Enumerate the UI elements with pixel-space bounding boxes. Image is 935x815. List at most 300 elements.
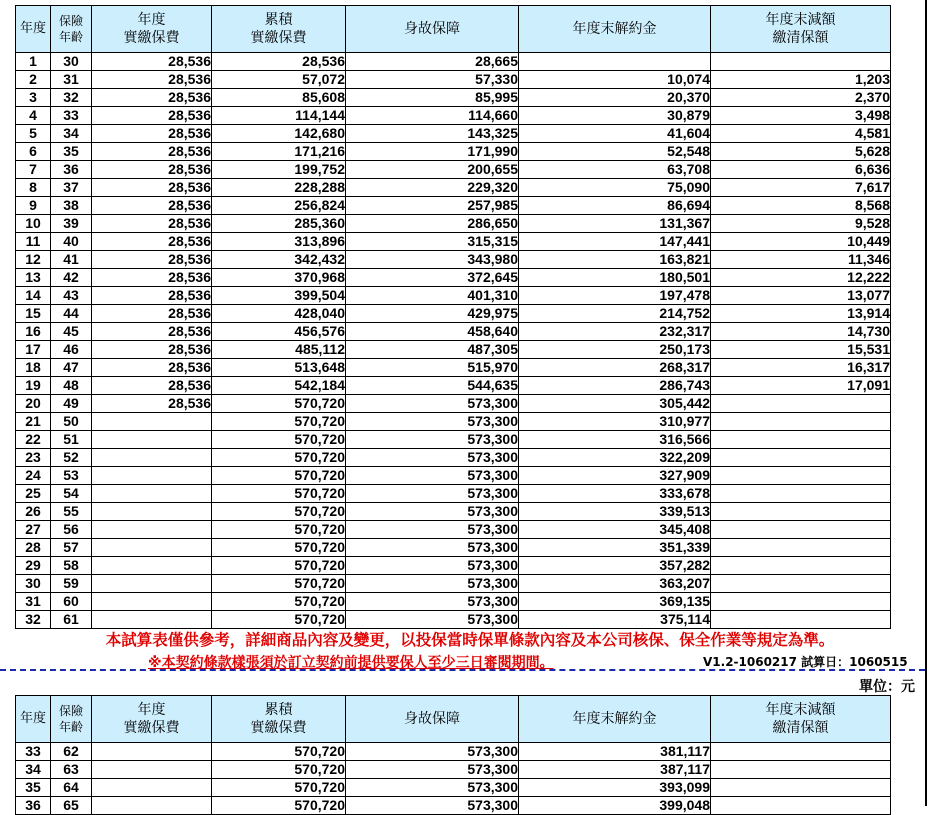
cell-year: 23 (16, 449, 51, 467)
cell-age: 40 (51, 233, 92, 251)
table-row (16, 287, 891, 305)
cell-cumulative-premium: 428,040 (212, 305, 346, 323)
cell-death-benefit: 573,300 (346, 797, 519, 815)
version-and-calc-date: V1.2-1060217 試算日：1060515 (703, 655, 908, 669)
cell-death-benefit: 200,655 (346, 161, 519, 179)
cell-cumulative-premium: 570,720 (212, 485, 346, 503)
col-year-header: 年度 (16, 6, 51, 53)
cell-year: 12 (16, 251, 51, 269)
table-row (16, 593, 891, 611)
cell-reduced-paidup (711, 53, 891, 71)
cell-death-benefit: 28,665 (346, 53, 519, 71)
table-row (16, 611, 891, 629)
cell-year: 34 (16, 761, 51, 779)
cell-death-benefit: 257,985 (346, 197, 519, 215)
cell-reduced-paidup: 16,317 (711, 359, 891, 377)
cell-year: 32 (16, 611, 51, 629)
cell-surrender-value: 327,909 (519, 467, 711, 485)
cell-annual-premium: 28,536 (92, 107, 212, 125)
cell-surrender-value: 316,566 (519, 431, 711, 449)
cell-death-benefit: 573,300 (346, 449, 519, 467)
cell-annual-premium (92, 593, 212, 611)
cell-surrender-value: 131,367 (519, 215, 711, 233)
cell-age: 44 (51, 305, 92, 323)
cell-age: 51 (51, 431, 92, 449)
cell-year: 25 (16, 485, 51, 503)
cell-age: 35 (51, 143, 92, 161)
cell-annual-premium (92, 611, 212, 629)
cell-death-benefit: 372,645 (346, 269, 519, 287)
table-row (16, 341, 891, 359)
cell-reduced-paidup (711, 521, 891, 539)
col-cumulative-premium-header: 累積 實繳保費 (212, 696, 346, 743)
cell-cumulative-premium: 570,720 (212, 743, 346, 761)
cell-reduced-paidup (711, 431, 891, 449)
cell-reduced-paidup (711, 449, 891, 467)
cell-age: 64 (51, 779, 92, 797)
cell-reduced-paidup: 10,449 (711, 233, 891, 251)
disclaimer-note: 本試算表僅供參考，詳細商品內容及變更，以投保當時保單條款內容及本公司核保、保全作業等規定為準。 (105, 631, 835, 649)
cell-year: 13 (16, 269, 51, 287)
cell-surrender-value: 20,370 (519, 89, 711, 107)
cell-year: 11 (16, 233, 51, 251)
table-row (16, 359, 891, 377)
cell-age: 31 (51, 71, 92, 89)
cell-death-benefit: 573,300 (346, 761, 519, 779)
cell-cumulative-premium: 399,504 (212, 287, 346, 305)
cell-annual-premium: 28,536 (92, 287, 212, 305)
cell-annual-premium: 28,536 (92, 179, 212, 197)
cell-surrender-value: 357,282 (519, 557, 711, 575)
cell-death-benefit: 573,300 (346, 467, 519, 485)
cell-surrender-value: 345,408 (519, 521, 711, 539)
cell-reduced-paidup: 5,628 (711, 143, 891, 161)
cell-age: 65 (51, 797, 92, 815)
cell-cumulative-premium: 570,720 (212, 395, 346, 413)
table-row (16, 305, 891, 323)
cell-surrender-value: 375,114 (519, 611, 711, 629)
cell-cumulative-premium: 513,648 (212, 359, 346, 377)
cell-cumulative-premium: 370,968 (212, 269, 346, 287)
cell-year: 4 (16, 107, 51, 125)
cell-surrender-value: 180,501 (519, 269, 711, 287)
cell-annual-premium: 28,536 (92, 71, 212, 89)
table-row (16, 467, 891, 485)
cell-annual-premium: 28,536 (92, 305, 212, 323)
cell-annual-premium (92, 575, 212, 593)
cell-reduced-paidup: 11,346 (711, 251, 891, 269)
cell-surrender-value: 387,117 (519, 761, 711, 779)
col-surrender-value-header: 年度末解約金 (519, 6, 711, 53)
cell-reduced-paidup: 3,498 (711, 107, 891, 125)
table-row (16, 503, 891, 521)
cell-death-benefit: 487,305 (346, 341, 519, 359)
cell-annual-premium: 28,536 (92, 125, 212, 143)
table-row (16, 539, 891, 557)
cell-death-benefit: 573,300 (346, 521, 519, 539)
benefit-table-page1 (15, 5, 891, 629)
cell-surrender-value: 86,694 (519, 197, 711, 215)
cell-annual-premium (92, 503, 212, 521)
cell-death-benefit: 573,300 (346, 557, 519, 575)
cell-surrender-value: 310,977 (519, 413, 711, 431)
cell-year: 21 (16, 413, 51, 431)
cell-age: 38 (51, 197, 92, 215)
cell-death-benefit: 85,995 (346, 89, 519, 107)
cell-year: 27 (16, 521, 51, 539)
cell-death-benefit: 143,325 (346, 125, 519, 143)
cell-annual-premium: 28,536 (92, 143, 212, 161)
cell-surrender-value: 399,048 (519, 797, 711, 815)
cell-cumulative-premium: 570,720 (212, 449, 346, 467)
col-cumulative-premium-header: 累積 實繳保費 (212, 6, 346, 53)
cell-reduced-paidup: 13,077 (711, 287, 891, 305)
contract-review-notice: ※本契約條款樣張須於訂立契約前提供要保人至少三日審閱期間。 (148, 655, 554, 671)
cell-age: 47 (51, 359, 92, 377)
cell-reduced-paidup (711, 485, 891, 503)
cell-reduced-paidup: 7,617 (711, 179, 891, 197)
cell-surrender-value: 147,441 (519, 233, 711, 251)
cell-cumulative-premium: 570,720 (212, 611, 346, 629)
cell-reduced-paidup (711, 761, 891, 779)
cell-cumulative-premium: 570,720 (212, 761, 346, 779)
table-row (16, 71, 891, 89)
cell-reduced-paidup (711, 611, 891, 629)
cell-annual-premium: 28,536 (92, 341, 212, 359)
cell-age: 30 (51, 53, 92, 71)
cell-reduced-paidup: 6,636 (711, 161, 891, 179)
col-death-benefit-header: 身故保障 (346, 6, 519, 53)
col-age-header: 保險 年齡 (51, 696, 92, 743)
cell-death-benefit: 286,650 (346, 215, 519, 233)
cell-age: 32 (51, 89, 92, 107)
cell-cumulative-premium: 114,144 (212, 107, 346, 125)
cell-surrender-value: 232,317 (519, 323, 711, 341)
cell-cumulative-premium: 342,432 (212, 251, 346, 269)
table-row (16, 215, 891, 233)
cell-year: 26 (16, 503, 51, 521)
cell-reduced-paidup (711, 503, 891, 521)
cell-annual-premium: 28,536 (92, 233, 212, 251)
cell-age: 34 (51, 125, 92, 143)
cell-age: 33 (51, 107, 92, 125)
cell-reduced-paidup: 1,203 (711, 71, 891, 89)
cell-reduced-paidup: 12,222 (711, 269, 891, 287)
cell-year: 10 (16, 215, 51, 233)
cell-year: 22 (16, 431, 51, 449)
col-reduced-paidup-header: 年度末減額 繳清保額 (711, 696, 891, 743)
cell-death-benefit: 171,990 (346, 143, 519, 161)
cell-age: 50 (51, 413, 92, 431)
cell-surrender-value: 10,074 (519, 71, 711, 89)
cell-reduced-paidup (711, 395, 891, 413)
cell-age: 36 (51, 161, 92, 179)
cell-year: 29 (16, 557, 51, 575)
cell-age: 46 (51, 341, 92, 359)
cell-reduced-paidup (711, 467, 891, 485)
table-row (16, 413, 891, 431)
cell-surrender-value: 286,743 (519, 377, 711, 395)
cell-surrender-value: 381,117 (519, 743, 711, 761)
cell-death-benefit: 429,975 (346, 305, 519, 323)
cell-annual-premium: 28,536 (92, 89, 212, 107)
table-row (16, 89, 891, 107)
table-row (16, 449, 891, 467)
cell-age: 54 (51, 485, 92, 503)
table-row (16, 743, 891, 761)
cell-year: 33 (16, 743, 51, 761)
cell-age: 58 (51, 557, 92, 575)
cell-age: 61 (51, 611, 92, 629)
table-row (16, 197, 891, 215)
cell-death-benefit: 343,980 (346, 251, 519, 269)
cell-year: 6 (16, 143, 51, 161)
table-row (16, 251, 891, 269)
cell-cumulative-premium: 570,720 (212, 797, 346, 815)
cell-surrender-value: 305,442 (519, 395, 711, 413)
cell-annual-premium: 28,536 (92, 251, 212, 269)
cell-cumulative-premium: 456,576 (212, 323, 346, 341)
cell-cumulative-premium: 570,720 (212, 779, 346, 797)
cell-death-benefit: 544,635 (346, 377, 519, 395)
cell-age: 53 (51, 467, 92, 485)
cell-death-benefit: 515,970 (346, 359, 519, 377)
cell-annual-premium (92, 539, 212, 557)
cell-age: 49 (51, 395, 92, 413)
cell-surrender-value: 52,548 (519, 143, 711, 161)
cell-age: 63 (51, 761, 92, 779)
cell-surrender-value: 214,752 (519, 305, 711, 323)
cell-annual-premium (92, 557, 212, 575)
cell-surrender-value: 268,317 (519, 359, 711, 377)
cell-age: 57 (51, 539, 92, 557)
cell-year: 14 (16, 287, 51, 305)
cell-surrender-value: 197,478 (519, 287, 711, 305)
cell-age: 62 (51, 743, 92, 761)
cell-cumulative-premium: 142,680 (212, 125, 346, 143)
table-row (16, 485, 891, 503)
cell-year: 16 (16, 323, 51, 341)
cell-annual-premium: 28,536 (92, 323, 212, 341)
cell-year: 19 (16, 377, 51, 395)
cell-year: 3 (16, 89, 51, 107)
cell-cumulative-premium: 570,720 (212, 431, 346, 449)
table-row (16, 179, 891, 197)
cell-death-benefit: 573,300 (346, 485, 519, 503)
unit-label: 單位：元 (859, 679, 915, 695)
cell-cumulative-premium: 570,720 (212, 539, 346, 557)
cell-death-benefit: 573,300 (346, 593, 519, 611)
cell-cumulative-premium: 570,720 (212, 593, 346, 611)
cell-cumulative-premium: 171,216 (212, 143, 346, 161)
cell-reduced-paidup: 17,091 (711, 377, 891, 395)
cell-surrender-value: 163,821 (519, 251, 711, 269)
page-break-divider (0, 669, 925, 671)
cell-year: 1 (16, 53, 51, 71)
table-row (16, 395, 891, 413)
cell-annual-premium (92, 743, 212, 761)
table-header-row (16, 696, 891, 743)
cell-reduced-paidup: 2,370 (711, 89, 891, 107)
cell-cumulative-premium: 485,112 (212, 341, 346, 359)
table-body-page1 (16, 53, 891, 629)
table-row (16, 53, 891, 71)
page-right-border (925, 0, 927, 806)
benefit-table-page2 (15, 695, 891, 815)
cell-death-benefit: 229,320 (346, 179, 519, 197)
cell-year: 30 (16, 575, 51, 593)
table-row (16, 521, 891, 539)
cell-annual-premium: 28,536 (92, 359, 212, 377)
cell-surrender-value: 322,209 (519, 449, 711, 467)
cell-year: 28 (16, 539, 51, 557)
cell-annual-premium: 28,536 (92, 395, 212, 413)
cell-death-benefit: 114,660 (346, 107, 519, 125)
cell-surrender-value: 363,207 (519, 575, 711, 593)
cell-annual-premium (92, 449, 212, 467)
col-annual-premium-header: 年度 實繳保費 (92, 6, 212, 53)
cell-annual-premium (92, 485, 212, 503)
table-row (16, 323, 891, 341)
table-row (16, 233, 891, 251)
col-reduced-paidup-header: 年度末減額 繳清保額 (711, 6, 891, 53)
cell-year: 17 (16, 341, 51, 359)
cell-death-benefit: 573,300 (346, 575, 519, 593)
cell-cumulative-premium: 313,896 (212, 233, 346, 251)
cell-age: 37 (51, 179, 92, 197)
cell-reduced-paidup: 15,531 (711, 341, 891, 359)
table-row (16, 125, 891, 143)
cell-cumulative-premium: 570,720 (212, 413, 346, 431)
table-row (16, 779, 891, 797)
cell-surrender-value: 75,090 (519, 179, 711, 197)
cell-year: 15 (16, 305, 51, 323)
cell-death-benefit: 573,300 (346, 743, 519, 761)
cell-age: 60 (51, 593, 92, 611)
cell-death-benefit: 57,330 (346, 71, 519, 89)
cell-surrender-value: 63,708 (519, 161, 711, 179)
cell-reduced-paidup: 14,730 (711, 323, 891, 341)
cell-surrender-value (519, 53, 711, 71)
cell-reduced-paidup (711, 413, 891, 431)
cell-year: 7 (16, 161, 51, 179)
cell-reduced-paidup (711, 779, 891, 797)
cell-cumulative-premium: 570,720 (212, 503, 346, 521)
cell-annual-premium (92, 431, 212, 449)
cell-year: 8 (16, 179, 51, 197)
col-age-header: 保險 年齡 (51, 6, 92, 53)
cell-reduced-paidup: 8,568 (711, 197, 891, 215)
cell-death-benefit: 573,300 (346, 539, 519, 557)
cell-reduced-paidup: 9,528 (711, 215, 891, 233)
cell-year: 9 (16, 197, 51, 215)
cell-annual-premium: 28,536 (92, 161, 212, 179)
cell-annual-premium (92, 779, 212, 797)
table-row (16, 269, 891, 287)
cell-annual-premium: 28,536 (92, 197, 212, 215)
table-row (16, 431, 891, 449)
cell-cumulative-premium: 542,184 (212, 377, 346, 395)
cell-cumulative-premium: 85,608 (212, 89, 346, 107)
cell-annual-premium (92, 467, 212, 485)
cell-annual-premium: 28,536 (92, 53, 212, 71)
cell-age: 43 (51, 287, 92, 305)
cell-year: 35 (16, 779, 51, 797)
cell-death-benefit: 458,640 (346, 323, 519, 341)
cell-annual-premium (92, 761, 212, 779)
cell-cumulative-premium: 570,720 (212, 557, 346, 575)
cell-age: 55 (51, 503, 92, 521)
cell-cumulative-premium: 285,360 (212, 215, 346, 233)
cell-death-benefit: 573,300 (346, 611, 519, 629)
cell-age: 39 (51, 215, 92, 233)
cell-cumulative-premium: 57,072 (212, 71, 346, 89)
table-header-row (16, 6, 891, 53)
cell-surrender-value: 250,173 (519, 341, 711, 359)
cell-surrender-value: 339,513 (519, 503, 711, 521)
table-row (16, 761, 891, 779)
cell-age: 42 (51, 269, 92, 287)
cell-surrender-value: 333,678 (519, 485, 711, 503)
cell-cumulative-premium: 570,720 (212, 521, 346, 539)
cell-death-benefit: 315,315 (346, 233, 519, 251)
cell-death-benefit: 573,300 (346, 431, 519, 449)
cell-year: 20 (16, 395, 51, 413)
cell-annual-premium: 28,536 (92, 215, 212, 233)
table-row (16, 557, 891, 575)
cell-cumulative-premium: 570,720 (212, 467, 346, 485)
cell-annual-premium: 28,536 (92, 377, 212, 395)
cell-reduced-paidup (711, 743, 891, 761)
table-row (16, 107, 891, 125)
cell-annual-premium (92, 521, 212, 539)
cell-surrender-value: 41,604 (519, 125, 711, 143)
cell-year: 5 (16, 125, 51, 143)
cell-year: 36 (16, 797, 51, 815)
col-annual-premium-header: 年度 實繳保費 (92, 696, 212, 743)
cell-age: 56 (51, 521, 92, 539)
cell-reduced-paidup (711, 575, 891, 593)
cell-reduced-paidup: 4,581 (711, 125, 891, 143)
cell-death-benefit: 573,300 (346, 779, 519, 797)
cell-cumulative-premium: 28,536 (212, 53, 346, 71)
cell-age: 48 (51, 377, 92, 395)
cell-surrender-value: 351,339 (519, 539, 711, 557)
cell-reduced-paidup: 13,914 (711, 305, 891, 323)
cell-cumulative-premium: 199,752 (212, 161, 346, 179)
cell-death-benefit: 573,300 (346, 395, 519, 413)
cell-cumulative-premium: 256,824 (212, 197, 346, 215)
cell-year: 2 (16, 71, 51, 89)
cell-annual-premium: 28,536 (92, 269, 212, 287)
cell-age: 52 (51, 449, 92, 467)
cell-year: 18 (16, 359, 51, 377)
cell-cumulative-premium: 570,720 (212, 575, 346, 593)
cell-cumulative-premium: 228,288 (212, 179, 346, 197)
col-surrender-value-header: 年度末解約金 (519, 696, 711, 743)
cell-surrender-value: 30,879 (519, 107, 711, 125)
cell-reduced-paidup (711, 557, 891, 575)
cell-annual-premium (92, 413, 212, 431)
cell-age: 45 (51, 323, 92, 341)
table-row (16, 161, 891, 179)
table-row (16, 377, 891, 395)
cell-death-benefit: 573,300 (346, 413, 519, 431)
cell-age: 41 (51, 251, 92, 269)
col-year-header: 年度 (16, 696, 51, 743)
cell-year: 31 (16, 593, 51, 611)
cell-surrender-value: 369,135 (519, 593, 711, 611)
